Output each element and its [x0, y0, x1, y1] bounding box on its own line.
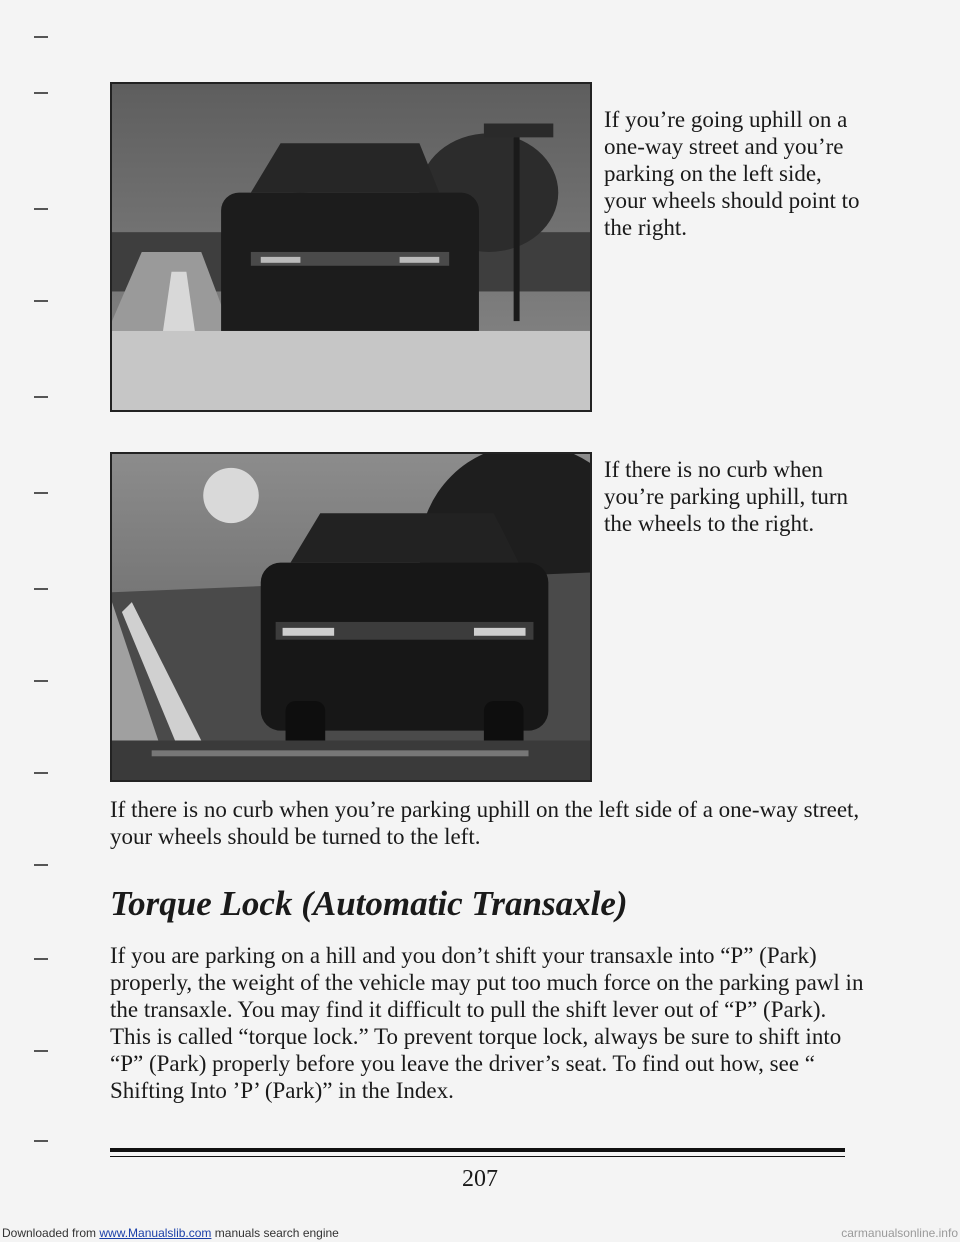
photo-car-uphill-one-way — [110, 82, 592, 412]
margin-mark — [34, 300, 48, 302]
section-heading-torque-lock: Torque Lock (Automatic Transaxle) — [110, 884, 628, 923]
site-watermark: carmanualsonline.info — [841, 1226, 958, 1240]
paragraph-no-curb-left-side: If there is no curb when you’re parking uphill on the left side of a one-way street, your wheels should be turned to the left. — [110, 797, 860, 849]
margin-mark — [34, 772, 48, 774]
manualslib-link[interactable]: www.Manualslib.com — [99, 1226, 212, 1240]
margin-mark — [34, 588, 48, 590]
margin-mark — [34, 36, 48, 38]
margin-mark — [34, 1140, 48, 1142]
margin-mark — [34, 958, 48, 960]
margin-mark — [34, 492, 48, 494]
margin-mark — [34, 92, 48, 94]
download-source — [2, 1226, 339, 1240]
margin-mark — [34, 208, 48, 210]
margin-mark — [34, 396, 48, 398]
photo-illustration — [112, 454, 590, 780]
margin-mark — [34, 864, 48, 866]
caption-one-way-left-side: If you’re going uphill on a one-way street and you’re parking on the left side, your wheels should point to the right. — [604, 107, 860, 240]
page-number: 207 — [462, 1166, 498, 1192]
margin-mark — [34, 1050, 48, 1052]
photo-car-uphill-no-curb — [110, 452, 592, 782]
paragraph-torque-lock: If you are parking on a hill and you don’t shift your transaxle into “P” (Park) properly, the weight of the vehicle may put too much force on the parking pawl in the transaxle. You may find it difficult to pull the shift lever out of “P” (Park). This is called “torque lock.” To prevent torque lock, always be sure to shift into “P” (Park) properly before you leave the driver’s seat. To find out how, see “ Shifting Into ’P’ (Park)” in the Index. — [110, 943, 864, 1103]
footer-suffix: manuals search engine — [211, 1226, 339, 1240]
footer-rule-thick — [110, 1148, 845, 1152]
margin-mark — [34, 680, 48, 682]
caption-no-curb-uphill: If there is no curb when you’re parking uphill, turn the wheels to the right. — [604, 457, 849, 536]
footer-prefix: Downloaded from — [2, 1226, 100, 1240]
footer-rule-thin — [110, 1156, 845, 1157]
photo-illustration — [112, 84, 590, 410]
